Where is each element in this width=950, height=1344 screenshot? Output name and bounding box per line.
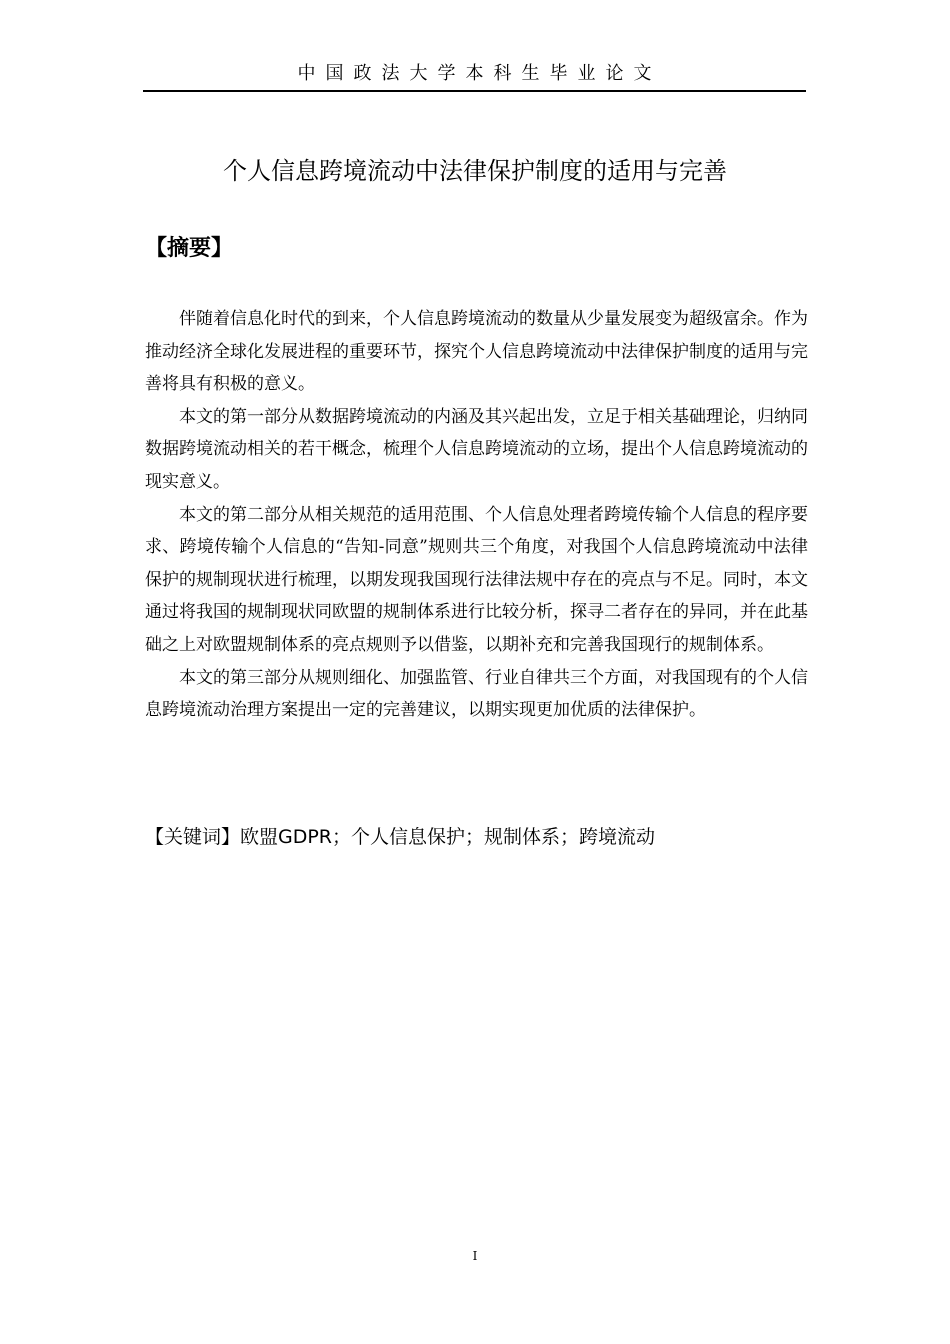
abstract-paragraph-4: 本文的第三部分从规则细化、加强监管、行业自律共三个方面，对我国现有的个人信息跨境流动治理方案提出一定的完善建议，以期实现更加优质的法律保护。 <box>145 667 808 721</box>
keywords-line: 【关键词】欧盟GDPR；个人信息保护；规制体系；跨境流动 <box>145 826 656 848</box>
thesis-title: 个人信息跨境流动中法律保护制度的适用与完善 <box>223 157 727 185</box>
abstract-heading: 【摘要】 <box>145 236 234 261</box>
abstract-paragraph-2: 本文的第一部分从数据跨境流动的内涵及其兴起出发，立足于相关基础理论，归纳同数据跨境流动相关的若干概念，梳理个人信息跨境流动的立场，提出个人信息跨境流动的现实意义。 <box>145 406 808 492</box>
abstract-paragraph-3: 本文的第二部分从相关规范的适用范围、个人信息处理者跨境传输个人信息的程序要求、跨境传输个人信息的“告知-同意”规则共三个角度，对我国个人信息跨境流动中法律保护的规制现状进行梳理，以期发现我国现行法律法规中存在的亮点与不足。同时，本文通过将我国的规制现状同欧盟的规制体系进行比较分析，探寻二者存在的异同，并在此基础之上对欧盟规制体系的亮点规则予以借鉴，以期补充和完善我国现行的规制体系。 <box>145 504 808 655</box>
page-number: I <box>472 1249 478 1263</box>
header-text: 中国政法大学本科生毕业论文 <box>297 63 662 84</box>
page-header <box>143 62 806 92</box>
abstract-paragraph-1: 伴随着信息化时代的到来，个人信息跨境流动的数量从少量发展变为超级富余。作为推动经济全球化发展进程的重要环节，探究个人信息跨境流动中法律保护制度的适用与完善将具有积极的意义。 <box>145 309 808 395</box>
abstract-body <box>145 303 808 727</box>
